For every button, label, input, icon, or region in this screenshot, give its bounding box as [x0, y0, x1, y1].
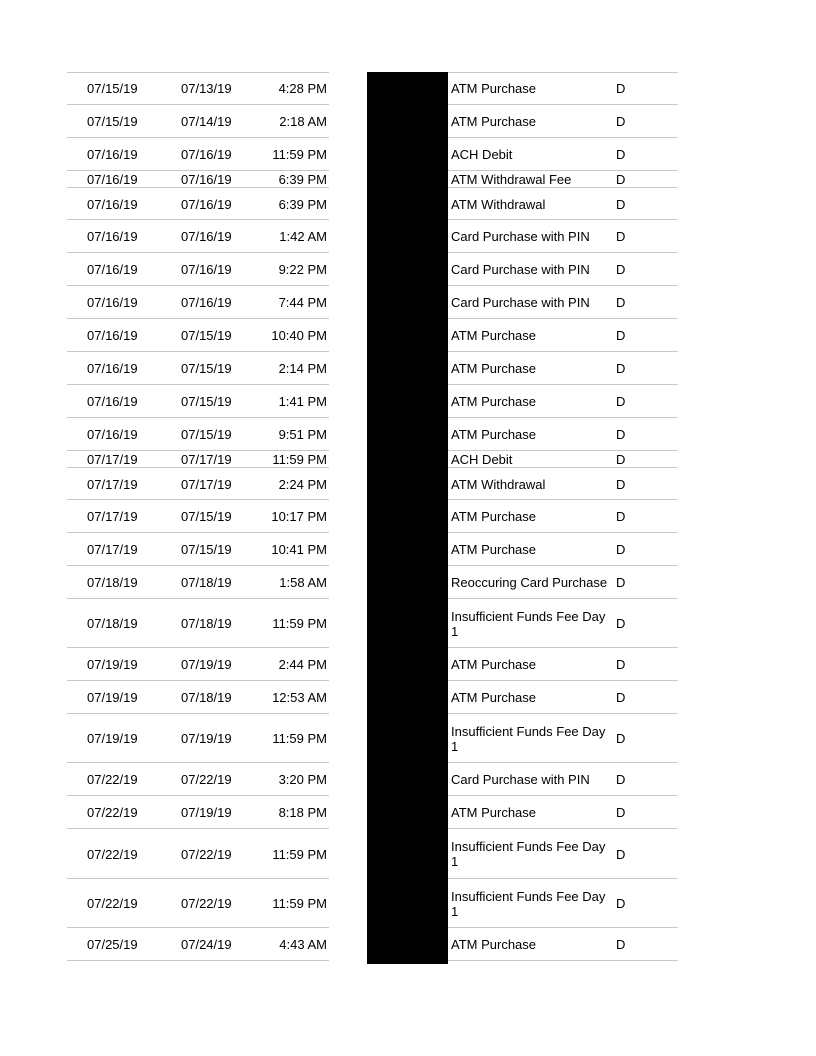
description-cell: Insufficient Funds Fee Day 1: [451, 888, 606, 919]
posted-date-cell: 07/25/19: [87, 937, 138, 952]
time-cell: 10:17 PM: [271, 509, 327, 524]
type-cell: D: [616, 229, 626, 244]
posted-date-cell: 07/17/19: [87, 542, 138, 557]
transaction-date-cell: 07/17/19: [181, 476, 232, 492]
posted-date-cell: 07/19/19: [87, 657, 138, 672]
type-cell: D: [616, 805, 626, 820]
transaction-date-cell: 07/15/19: [181, 509, 232, 524]
posted-date-cell: 07/17/19: [87, 452, 138, 467]
transaction-date-cell: 07/19/19: [181, 657, 232, 672]
description-cell: Reoccuring Card Purchase: [451, 575, 608, 590]
time-cell: 1:41 PM: [278, 394, 327, 409]
time-cell: 11:59 PM: [272, 846, 327, 862]
posted-date-cell: 07/16/19: [87, 229, 138, 244]
transaction-date-cell: 07/13/19: [181, 81, 232, 96]
type-cell: D: [616, 328, 626, 343]
transaction-date-cell: 07/15/19: [181, 361, 232, 376]
transaction-date-cell: 07/16/19: [181, 229, 232, 244]
description-cell: ATM Purchase: [451, 81, 537, 96]
posted-date-cell: 07/16/19: [87, 427, 138, 442]
transaction-date-cell: 07/16/19: [181, 147, 232, 162]
transaction-date-cell: 07/16/19: [181, 295, 232, 310]
posted-date-cell: 07/22/19: [87, 805, 138, 820]
type-cell: D: [616, 846, 626, 862]
posted-date-cell: 07/17/19: [87, 476, 138, 492]
type-cell: D: [616, 452, 626, 467]
type-cell: D: [616, 575, 626, 590]
time-cell: 1:42 AM: [279, 229, 327, 244]
description-cell: ATM Purchase: [451, 805, 537, 820]
posted-date-cell: 07/15/19: [87, 114, 138, 129]
posted-date-cell: 07/16/19: [87, 147, 138, 162]
description-cell: Insufficient Funds Fee Day 1: [451, 839, 606, 869]
type-cell: D: [616, 427, 626, 442]
description-cell: ATM Withdrawal: [451, 196, 546, 212]
posted-date-cell: 07/17/19: [87, 509, 138, 524]
posted-date-cell: 07/22/19: [87, 846, 138, 862]
transaction-date-cell: 07/19/19: [181, 731, 232, 746]
description-cell: ATM Purchase: [451, 542, 537, 557]
description-cell: Card Purchase with PIN: [451, 229, 590, 244]
description-cell: ACH Debit: [451, 147, 513, 162]
type-cell: D: [616, 196, 626, 212]
description-cell: ATM Purchase: [451, 690, 537, 705]
description-cell: Card Purchase with PIN: [451, 295, 590, 310]
posted-date-cell: 07/15/19: [87, 81, 138, 96]
transaction-date-cell: 07/15/19: [181, 427, 232, 442]
posted-date-cell: 07/16/19: [87, 394, 138, 409]
transaction-date-cell: 07/17/19: [181, 452, 232, 467]
type-cell: D: [616, 476, 626, 492]
time-cell: 11:59 PM: [272, 896, 327, 911]
transaction-date-cell: 07/18/19: [181, 616, 232, 631]
description-cell: ATM Withdrawal: [451, 476, 546, 492]
time-cell: 12:53 AM: [272, 690, 327, 705]
type-cell: D: [616, 114, 626, 129]
description-cell: Insufficient Funds Fee Day 1: [451, 723, 606, 754]
time-cell: 10:41 PM: [271, 542, 327, 557]
time-cell: 4:28 PM: [278, 81, 327, 96]
type-cell: D: [616, 542, 626, 557]
type-cell: D: [616, 772, 626, 787]
type-cell: D: [616, 690, 626, 705]
transaction-date-cell: 07/19/19: [181, 805, 232, 820]
time-cell: 6:39 PM: [278, 172, 327, 187]
type-cell: D: [616, 731, 626, 746]
description-cell: Card Purchase with PIN: [451, 772, 590, 787]
time-cell: 6:39 PM: [278, 196, 327, 212]
description-cell: ACH Debit: [451, 452, 513, 467]
time-cell: 2:14 PM: [278, 361, 327, 376]
posted-date-cell: 07/18/19: [87, 616, 138, 631]
transaction-date-cell: 07/16/19: [181, 262, 232, 277]
description-cell: ATM Withdrawal Fee: [451, 172, 572, 187]
description-cell: ATM Purchase: [451, 394, 537, 409]
transaction-date-cell: 07/22/19: [181, 772, 232, 787]
type-cell: D: [616, 394, 626, 409]
type-cell: D: [616, 361, 626, 376]
posted-date-cell: 07/19/19: [87, 690, 138, 705]
transaction-date-cell: 07/15/19: [181, 542, 232, 557]
posted-date-cell: 07/16/19: [87, 172, 138, 187]
time-cell: 9:51 PM: [278, 427, 327, 442]
description-cell: ATM Purchase: [451, 114, 537, 129]
transaction-date-cell: 07/16/19: [181, 172, 232, 187]
transaction-date-cell: 07/16/19: [181, 196, 232, 212]
description-cell: ATM Purchase: [451, 427, 537, 442]
type-cell: D: [616, 295, 626, 310]
description-cell: Card Purchase with PIN: [451, 262, 590, 277]
posted-date-cell: 07/22/19: [87, 772, 138, 787]
transaction-date-cell: 07/24/19: [181, 937, 232, 952]
time-cell: 3:20 PM: [278, 772, 327, 787]
type-cell: D: [616, 262, 626, 277]
time-cell: 11:59 PM: [272, 616, 327, 631]
type-cell: D: [616, 657, 626, 672]
posted-date-cell: 07/16/19: [87, 262, 138, 277]
type-cell: D: [616, 172, 626, 187]
transaction-date-cell: 07/15/19: [181, 328, 232, 343]
description-cell: ATM Purchase: [451, 361, 537, 376]
type-cell: D: [616, 937, 626, 952]
time-cell: 2:24 PM: [278, 476, 327, 492]
type-cell: D: [616, 896, 626, 911]
type-cell: D: [616, 616, 626, 631]
time-cell: 4:43 AM: [279, 937, 327, 952]
time-cell: 2:44 PM: [278, 657, 327, 672]
time-cell: 11:59 PM: [272, 147, 327, 162]
type-cell: D: [616, 81, 626, 96]
description-cell: ATM Purchase: [451, 328, 537, 343]
time-cell: 8:18 PM: [278, 805, 327, 820]
posted-date-cell: 07/18/19: [87, 575, 138, 590]
transaction-date-cell: 07/15/19: [181, 394, 232, 409]
description-cell: Insufficient Funds Fee Day 1: [451, 608, 606, 639]
transaction-date-cell: 07/22/19: [181, 846, 232, 862]
type-cell: D: [616, 147, 626, 162]
description-cell: ATM Purchase: [451, 937, 537, 952]
time-cell: 11:59 PM: [272, 452, 327, 467]
transaction-date-cell: 07/18/19: [181, 690, 232, 705]
time-cell: 7:44 PM: [278, 295, 327, 310]
redaction-block: [367, 72, 448, 964]
time-cell: 2:18 AM: [279, 114, 327, 129]
transaction-date-cell: 07/14/19: [181, 114, 232, 129]
posted-date-cell: 07/16/19: [87, 196, 138, 212]
time-cell: 11:59 PM: [272, 731, 327, 746]
description-cell: ATM Purchase: [451, 657, 537, 672]
description-cell: ATM Purchase: [451, 509, 537, 524]
time-cell: 9:22 PM: [278, 262, 327, 277]
type-cell: D: [616, 509, 626, 524]
transaction-date-cell: 07/22/19: [181, 896, 232, 911]
row-divider: [67, 960, 329, 961]
time-cell: 10:40 PM: [271, 328, 327, 343]
row-divider: [448, 960, 678, 961]
time-cell: 1:58 AM: [279, 575, 327, 590]
posted-date-cell: 07/19/19: [87, 731, 138, 746]
posted-date-cell: 07/16/19: [87, 328, 138, 343]
posted-date-cell: 07/16/19: [87, 361, 138, 376]
transaction-date-cell: 07/18/19: [181, 575, 232, 590]
posted-date-cell: 07/22/19: [87, 896, 138, 911]
posted-date-cell: 07/16/19: [87, 295, 138, 310]
